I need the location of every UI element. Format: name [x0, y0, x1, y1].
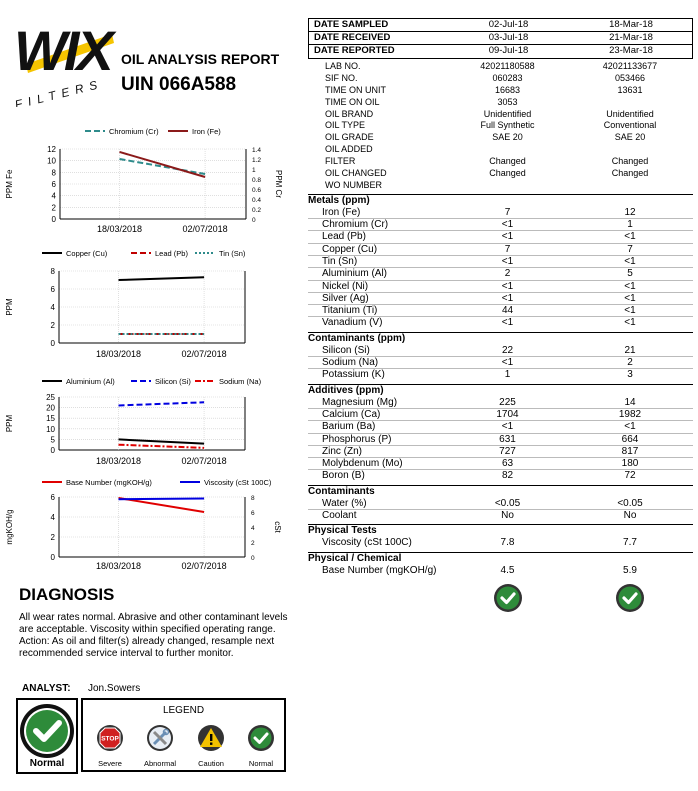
result-value-1: 22 — [501, 344, 514, 356]
result-label: Base Number (mgKOH/g) — [322, 564, 437, 576]
result-label: Vanadium (V) — [322, 317, 383, 329]
y-tick-label: 0 — [51, 215, 56, 224]
y-axis-title: PPM Fe — [5, 169, 14, 199]
result-value-1: <1 — [501, 317, 514, 329]
result-row — [308, 421, 693, 433]
result-value-2: <1 — [624, 317, 636, 329]
sample1-normal-icon — [493, 583, 523, 613]
result-label: Silver (Ag) — [322, 292, 369, 304]
section-title: Contaminants (ppm) — [308, 332, 693, 345]
y-tick-label: 0 — [50, 553, 55, 562]
result-value-2: <1 — [624, 231, 636, 243]
info-value-1: Unidentified — [483, 108, 532, 119]
analyst-name: Jon.Sowers — [88, 683, 141, 694]
report-title: OIL ANALYSIS REPORT — [121, 51, 280, 67]
result-value-2: 7.7 — [623, 537, 637, 549]
series-line — [119, 499, 205, 500]
warning-icon — [197, 724, 225, 752]
y2-tick-label: 0.6 — [252, 187, 262, 194]
result-label: Iron (Fe) — [322, 206, 361, 218]
series-line — [120, 152, 206, 177]
overall-status — [16, 698, 78, 774]
result-value-1: 1704 — [496, 408, 519, 420]
legend-label: Silicon (Si) — [155, 377, 191, 386]
legend-item-abnormal — [135, 724, 185, 768]
results-panel — [308, 18, 693, 616]
y2-tick-label: 0.4 — [252, 197, 262, 204]
y-axis-title: PPM — [5, 414, 14, 433]
x-tick-label: 02/07/2018 — [182, 224, 228, 234]
result-row — [308, 537, 693, 549]
date-row-label: DATE RECEIVED — [314, 32, 391, 43]
result-label: Tin (Sn) — [322, 255, 358, 267]
info-row — [308, 132, 693, 144]
result-label: Magnesium (Mg) — [322, 396, 398, 408]
y-tick-label: 6 — [50, 493, 55, 502]
info-value-1 — [440, 180, 575, 192]
section-title: Metals (ppm) — [308, 194, 693, 207]
info-label: WO NUMBER — [325, 179, 382, 190]
result-value-1: 82 — [501, 470, 514, 482]
result-label: Sodium (Na) — [322, 357, 379, 369]
y2-tick-label: 1.2 — [252, 157, 262, 164]
result-label: Zinc (Zn) — [322, 445, 362, 457]
result-value-2: 5.9 — [623, 564, 637, 576]
result-row — [308, 281, 693, 293]
y-tick-label: 4 — [50, 513, 55, 522]
result-value-1: 63 — [501, 458, 514, 470]
result-row — [308, 244, 693, 256]
result-row — [308, 498, 693, 510]
y2-tick-label: 6 — [251, 510, 255, 517]
result-value-1: 7.8 — [500, 537, 515, 549]
y2-tick-label: 4 — [251, 525, 255, 532]
info-value-1: Changed — [489, 168, 526, 179]
result-row — [308, 434, 693, 446]
result-value-2: 817 — [621, 445, 639, 457]
result-value-1: <1 — [501, 292, 514, 304]
analyst-label: ANALYST: — [22, 683, 71, 694]
result-label: Nickel (Ni) — [322, 280, 369, 292]
result-value-2: <1 — [624, 305, 636, 317]
results-sections — [308, 194, 693, 577]
result-value-2: No — [623, 510, 637, 522]
info-label: OIL ADDED — [325, 144, 373, 155]
chart-copper-lead-tin — [0, 244, 300, 362]
result-value-1: <0.05 — [494, 497, 521, 509]
date-row — [309, 19, 692, 32]
result-label: Chromium (Cr) — [322, 219, 389, 231]
series-line — [119, 439, 205, 443]
result-label: Potassium (K) — [322, 369, 385, 381]
result-label: Molybdenum (Mo) — [322, 458, 403, 470]
result-row — [308, 565, 693, 577]
info-value-2 — [575, 144, 685, 156]
info-value-2: Changed — [611, 168, 649, 179]
legend-label-abnormal: Abnormal — [143, 759, 177, 768]
diagnosis-text: All wear rates normal. Abrasive and other contaminant levels are acceptable. Viscosity within specified operating range. Action: As oil and filter(s) already changed, resample next recommended service interval to further monitor. — [19, 612, 288, 659]
y-tick-label: 0 — [50, 339, 55, 348]
y-tick-label: 4 — [50, 303, 55, 312]
y-tick-label: 12 — [47, 145, 56, 154]
x-tick-label: 18/03/2018 — [96, 224, 143, 234]
result-label: Viscosity (cSt 100C) — [322, 537, 412, 549]
result-label: Silicon (Si) — [322, 344, 370, 356]
result-value-2: 14 — [624, 396, 636, 408]
result-value-2: <1 — [624, 255, 636, 267]
result-row — [308, 369, 693, 381]
info-row — [308, 85, 693, 97]
date-row-value-2: 21-Mar-18 — [609, 32, 653, 43]
y-tick-label: 15 — [46, 414, 55, 424]
result-value-1: 727 — [499, 445, 516, 457]
date-row-value-2: 18-Mar-18 — [609, 19, 653, 30]
info-label: TIME ON OIL — [325, 96, 380, 107]
info-value-1: 3053 — [497, 96, 518, 107]
result-value-2: 7 — [627, 243, 633, 255]
result-label: Titanium (Ti) — [322, 305, 378, 317]
chart-aluminium-silicon-sodium — [0, 372, 300, 470]
date-row-value-2: 23-Mar-18 — [609, 45, 653, 56]
x-tick-label: 02/07/2018 — [181, 349, 227, 359]
date-row-value-1: 02-Jul-18 — [488, 19, 529, 30]
result-value-1: <1 — [501, 280, 514, 292]
result-row — [308, 345, 693, 357]
legend-item-normal — [236, 724, 286, 768]
series-line — [119, 445, 205, 448]
legend-label: Tin (Sn) — [219, 249, 246, 258]
result-row — [308, 207, 693, 219]
sample2-normal-icon — [615, 583, 645, 613]
info-label: OIL TYPE — [325, 120, 366, 131]
stop-icon — [96, 724, 124, 752]
legend — [81, 698, 286, 772]
unit-id: UIN 066A588 — [121, 74, 237, 95]
result-value-1: <1 — [501, 231, 514, 243]
info-value-2: Unidentified — [606, 108, 654, 119]
info-label: FILTER — [325, 156, 356, 167]
result-row — [308, 305, 693, 317]
y2-tick-label: 8 — [251, 495, 255, 502]
y2-axis-title: cSt — [273, 521, 282, 533]
result-value-2: <0.05 — [617, 497, 643, 509]
y2-tick-label: 0 — [251, 555, 255, 562]
info-row — [308, 180, 693, 192]
info-row — [308, 61, 693, 73]
date-row-value-1: 03-Jul-18 — [488, 32, 529, 43]
info-label: LAB NO. — [325, 61, 361, 71]
section-title: Physical Tests — [308, 524, 693, 537]
logo-sub-text: FILTERS — [13, 76, 105, 107]
y2-tick-label: 2 — [251, 540, 255, 547]
check-icon — [247, 724, 275, 752]
result-value-1: 225 — [499, 396, 516, 408]
result-value-2: 21 — [624, 344, 636, 356]
result-row — [308, 357, 693, 369]
info-value-2: Changed — [611, 156, 649, 167]
result-value-2: 2 — [627, 357, 633, 369]
result-value-2: 180 — [621, 458, 639, 470]
y-tick-label: 8 — [50, 267, 55, 276]
legend-label: Viscosity (cSt 100C) — [204, 478, 272, 487]
result-value-1: 44 — [501, 305, 514, 317]
y-tick-label: 10 — [46, 424, 55, 434]
result-value-2: 664 — [621, 433, 639, 445]
date-row — [309, 45, 692, 58]
legend-label: Chromium (Cr) — [109, 127, 159, 136]
series-line — [119, 277, 205, 280]
y2-axis-title: PPM Cr — [274, 170, 283, 198]
info-value-1 — [440, 144, 575, 156]
info-value-2: Conventional — [603, 120, 657, 131]
info-value-2: 13631 — [617, 84, 643, 95]
legend-label: Copper (Cu) — [66, 249, 108, 258]
y-tick-label: 2 — [51, 203, 56, 213]
y-axis-title: PPM — [5, 298, 14, 316]
info-value-1: Changed — [489, 156, 526, 167]
result-value-2: <1 — [624, 421, 636, 433]
result-row — [308, 256, 693, 268]
result-value-2: 12 — [624, 206, 636, 218]
info-value-2: 053466 — [614, 72, 646, 83]
result-value-2: 5 — [627, 268, 633, 280]
result-value-1: No — [501, 510, 514, 522]
y2-tick-label: 0.8 — [252, 177, 262, 184]
series-line — [119, 402, 205, 405]
result-row — [308, 268, 693, 280]
info-row — [308, 109, 693, 121]
result-value-1: 2 — [504, 268, 511, 280]
legend-label-caution: Caution — [198, 759, 224, 768]
result-value-2: <1 — [624, 280, 636, 292]
result-row — [308, 397, 693, 409]
legend-label: Base Number (mgKOH/g) — [66, 478, 152, 487]
y-tick-label: 5 — [50, 435, 55, 445]
x-tick-label: 18/03/2018 — [95, 456, 142, 466]
date-row-value-1: 09-Jul-18 — [488, 45, 529, 56]
tools-icon — [146, 724, 174, 752]
y2-tick-label: 1.4 — [252, 147, 262, 154]
info-row — [308, 156, 693, 168]
y-tick-label: 6 — [51, 180, 56, 189]
y-tick-label: 2 — [50, 321, 55, 330]
info-value-1: SAE 20 — [492, 132, 523, 143]
result-value-2: 1982 — [618, 408, 642, 420]
result-label: Coolant — [322, 510, 357, 522]
result-label: Boron (B) — [322, 470, 365, 482]
result-value-1: <1 — [501, 421, 514, 433]
y2-tick-label: 1 — [252, 167, 256, 174]
y-tick-label: 6 — [50, 285, 55, 294]
legend-item-severe — [85, 724, 135, 768]
result-row — [308, 409, 693, 421]
sample-status-row — [308, 583, 693, 616]
result-row — [308, 231, 693, 243]
result-value-2: 72 — [624, 470, 636, 482]
x-tick-label: 02/07/2018 — [181, 561, 227, 571]
result-row — [308, 446, 693, 458]
result-value-2: 3 — [627, 369, 633, 381]
legend-title: LEGEND — [162, 705, 205, 716]
result-label: Barium (Ba) — [322, 421, 376, 433]
legend-label: Iron (Fe) — [192, 127, 221, 136]
result-label: Phosphorus (P) — [322, 433, 392, 445]
normal-status-icon — [18, 702, 76, 760]
y-tick-label: 10 — [47, 156, 56, 166]
sample-info — [308, 61, 693, 192]
result-value-1: 7 — [504, 206, 511, 218]
result-value-1: 1 — [504, 369, 511, 381]
date-row — [309, 32, 692, 45]
result-label: Water (%) — [322, 497, 367, 509]
legend-label-severe: Severe — [98, 759, 122, 768]
section-title: Contaminants — [308, 485, 693, 498]
section-title: Additives (ppm) — [308, 384, 693, 397]
y2-tick-label: 0 — [252, 217, 256, 224]
result-label: Copper (Cu) — [322, 243, 378, 255]
legend-label: Lead (Pb) — [155, 249, 188, 258]
result-label: Aluminium (Al) — [322, 268, 388, 280]
info-row — [308, 120, 693, 132]
info-row — [308, 73, 693, 85]
legend-item-caution — [186, 724, 236, 768]
result-label: Lead (Pb) — [322, 231, 366, 243]
info-value-2: SAE 20 — [614, 132, 646, 143]
y-tick-label: 25 — [46, 393, 55, 402]
result-row — [308, 219, 693, 231]
legend-label: Sodium (Na) — [219, 377, 262, 386]
x-tick-label: 18/03/2018 — [95, 561, 142, 571]
chart-chromium-iron — [0, 122, 300, 237]
legend-label-normal: Normal — [248, 759, 274, 768]
x-tick-label: 18/03/2018 — [95, 349, 142, 359]
info-row — [308, 168, 693, 180]
result-row — [308, 470, 693, 482]
result-value-1: 4.5 — [500, 564, 515, 576]
result-value-2: <1 — [624, 292, 636, 304]
info-label: SIF NO. — [325, 72, 358, 83]
result-row — [308, 510, 693, 522]
info-value-2 — [575, 180, 685, 192]
y-tick-label: 0 — [50, 446, 55, 455]
info-value-1: 16683 — [494, 84, 521, 95]
y-tick-label: 8 — [51, 168, 56, 178]
y-axis-title: mgKOH/g — [5, 509, 14, 545]
info-row — [308, 144, 693, 156]
series-line — [120, 159, 206, 174]
result-value-1: <1 — [501, 357, 514, 369]
result-value-1: 631 — [499, 433, 516, 445]
y2-tick-label: 0.2 — [252, 207, 262, 214]
result-value-2: 1 — [627, 219, 633, 231]
section-title: Physical / Chemical — [308, 552, 693, 565]
result-value-1: 7 — [504, 243, 511, 255]
chart-base-number-viscosity — [0, 476, 300, 576]
info-label: OIL CHANGED — [325, 168, 387, 179]
result-value-1: <1 — [501, 219, 514, 231]
x-tick-label: 02/07/2018 — [181, 456, 227, 466]
diagnosis-title: DIAGNOSIS — [19, 585, 115, 604]
info-label: OIL BRAND — [325, 108, 374, 119]
y-tick-label: 4 — [51, 191, 56, 201]
y-tick-label: 20 — [46, 403, 55, 413]
info-value-1: 42021180588 — [480, 61, 535, 71]
info-label: TIME ON UNIT — [325, 84, 386, 95]
result-row — [308, 458, 693, 470]
dates-table — [308, 18, 693, 59]
result-value-1: <1 — [501, 255, 514, 267]
status-label: Normal — [29, 758, 65, 769]
date-row-label: DATE SAMPLED — [314, 19, 389, 30]
info-value-1: Full Synthetic — [480, 120, 535, 131]
info-label: OIL GRADE — [325, 132, 374, 143]
result-row — [308, 293, 693, 305]
result-label: Calcium (Ca) — [322, 408, 381, 420]
result-row — [308, 317, 693, 329]
info-value-2: 42021133677 — [602, 61, 658, 71]
info-value-2 — [575, 97, 685, 109]
logo-brand-text: WIX — [14, 19, 111, 82]
y-tick-label: 2 — [50, 533, 55, 542]
info-row — [308, 97, 693, 109]
legend-label: Aluminium (Al) — [66, 377, 115, 386]
wix-filters-logo — [10, 12, 120, 107]
svg-text:STOP: STOP — [101, 735, 119, 743]
date-row-label: DATE REPORTED — [314, 45, 395, 56]
info-value-1: 060283 — [492, 72, 523, 83]
